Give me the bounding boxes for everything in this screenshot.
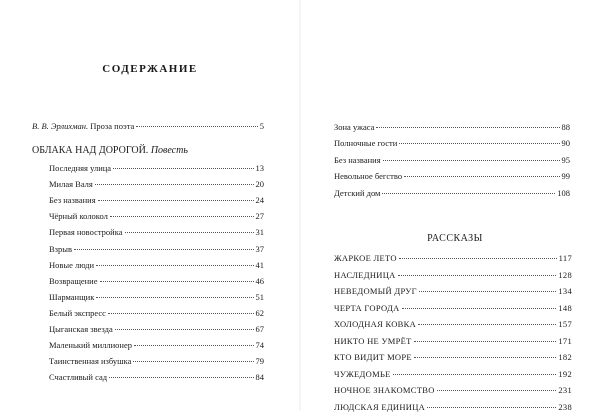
dot-leader [399, 258, 557, 259]
toc-entry [334, 122, 570, 133]
toc-entry [49, 276, 264, 287]
entry-title: Невольное бегство [334, 171, 403, 182]
dot-leader [399, 143, 559, 144]
toc-entry [49, 211, 264, 222]
page-number: 95 [561, 154, 570, 165]
page-number: 108 [557, 187, 570, 198]
toc-entry [334, 336, 572, 347]
dot-leader [419, 291, 557, 292]
entry-title: Счастливый сад [49, 372, 108, 383]
toc-entry [49, 195, 264, 206]
page-number: 79 [255, 356, 264, 367]
entry-title: ХОЛОДНАЯ КОВКА [334, 319, 417, 329]
page-number: 231 [558, 385, 572, 395]
dot-leader [133, 361, 253, 362]
page-number: 41 [255, 259, 264, 270]
toc-entry [334, 171, 570, 182]
toc-entry [49, 308, 264, 319]
page-number: 37 [255, 243, 264, 254]
page-number: 67 [255, 324, 264, 334]
toc-title: СОДЕРЖАНИЕ [102, 63, 198, 75]
entry-title: НИКТО НЕ УМРЁТ [334, 335, 412, 346]
dot-leader [376, 127, 559, 128]
dot-leader [383, 160, 560, 161]
dot-leader [95, 184, 254, 185]
section-heading-novel [32, 145, 188, 156]
toc-entry [49, 163, 264, 174]
page-number: 88 [561, 122, 570, 132]
dot-leader [427, 407, 556, 408]
dot-leader [96, 297, 253, 298]
dot-leader [134, 345, 254, 346]
dot-leader [414, 341, 557, 342]
entry-title: НОЧНОЕ ЗНАКОМСТВО [334, 385, 435, 395]
dot-leader [74, 249, 253, 250]
page-number: 134 [558, 286, 572, 296]
entry-title: Взрыв [49, 243, 73, 254]
entry-title: Шарманщик [49, 291, 95, 302]
toc-entry [49, 244, 264, 255]
dot-leader [98, 200, 254, 201]
dot-leader [404, 176, 559, 177]
toc-entry [49, 292, 264, 303]
toc-entry [49, 324, 264, 335]
right-page [300, 0, 600, 411]
dot-leader [418, 324, 556, 325]
toc-entry [49, 227, 264, 238]
page-number: 13 [255, 163, 264, 173]
page-number: 117 [558, 253, 572, 263]
entry-title: ЛЮДСКАЯ ЕДИНИЦА [334, 401, 426, 412]
page-number: 99 [561, 171, 570, 182]
entry-title: Без названия [334, 154, 381, 165]
section-genre: Повесть [150, 145, 188, 156]
dot-leader [398, 275, 557, 276]
toc-entry [49, 260, 264, 271]
entry-title: Зона ужаса [334, 122, 375, 132]
page-number: 128 [558, 269, 572, 280]
entry-title: Первая новостройка [49, 227, 123, 238]
entry-title: Без названия [49, 195, 96, 206]
entry-title: Детский дом [334, 187, 381, 198]
toc-entry [334, 385, 572, 396]
page-number: 84 [255, 372, 264, 383]
toc-entry [49, 179, 264, 190]
dot-leader [125, 232, 254, 233]
toc-entry [334, 188, 570, 199]
entry-title: Таинственная избушка [49, 356, 132, 367]
dot-leader [115, 329, 254, 330]
entry-title: ЖАРКОЕ ЛЕТО [334, 253, 397, 263]
page-number: 182 [558, 352, 572, 362]
dot-leader [108, 313, 254, 314]
toc-entry [49, 356, 264, 367]
dot-leader [110, 216, 254, 217]
dot-leader [414, 357, 556, 358]
toc-entry [334, 303, 572, 314]
page-number: 27 [255, 211, 264, 222]
entry-title: КТО ВИДИТ МОРЕ [334, 352, 412, 362]
dot-leader [437, 390, 557, 391]
page-number: 62 [255, 307, 264, 318]
dot-leader [113, 168, 253, 169]
toc-entry [334, 369, 572, 380]
entry-title: Полночные гости [334, 138, 398, 149]
toc-entry [49, 340, 264, 351]
dot-leader [109, 377, 253, 378]
toc-entry [334, 270, 572, 281]
page-number: 148 [558, 302, 572, 313]
toc-entry [334, 253, 572, 264]
toc-entry-intro [32, 121, 264, 132]
entry-title: Новые люди [49, 259, 95, 270]
page-number: 20 [255, 179, 264, 190]
dot-leader [382, 193, 555, 194]
dot-leader [393, 374, 557, 375]
entry-title: ЧЕРТА ГОРОДА [334, 302, 400, 313]
page-number: 171 [558, 335, 572, 346]
dot-leader [136, 126, 257, 127]
page-number: 74 [255, 340, 264, 351]
entry-title: Последняя улица [49, 163, 112, 173]
page-number: 24 [255, 195, 264, 206]
dot-leader [402, 308, 557, 309]
page-number: 90 [561, 138, 570, 149]
intro-author: В. В. Эрлихман. [32, 121, 89, 131]
section-title: ОБЛАКА НАД ДОРОГОЙ. [32, 145, 149, 156]
left-page [0, 0, 300, 411]
page-number: 46 [255, 275, 264, 286]
page-number: 238 [558, 401, 572, 412]
toc-entry [334, 155, 570, 166]
page-number: 192 [558, 368, 572, 379]
entry-title: Милая Валя [49, 179, 93, 190]
toc-entry [334, 352, 572, 363]
dot-leader [100, 281, 254, 282]
entry-title: ЧУЖЕДОМЬЕ [334, 368, 391, 379]
section-heading-stories: РАССКАЗЫ [427, 233, 483, 244]
page-number: 5 [259, 121, 264, 131]
entry-title: Маленький миллионер [49, 340, 132, 351]
entry-title: НЕВЕДОМЫЙ ДРУГ [334, 286, 417, 296]
entry-title: Белый экспресс [49, 307, 106, 318]
toc-entry [334, 319, 572, 330]
page-number: 157 [558, 319, 572, 329]
entry-title: НАСЛЕДНИЦА [334, 269, 396, 280]
entry-title: Цыганская звезда [49, 324, 113, 334]
intro-title: Проза поэта [90, 121, 135, 131]
toc-entry [334, 286, 572, 297]
dot-leader [96, 265, 253, 266]
entry-title: Возвращение [49, 275, 98, 286]
toc-entry [334, 138, 570, 149]
page-number: 31 [255, 227, 264, 238]
entry-title: Чёрный колокол [49, 211, 108, 222]
page-number: 51 [255, 291, 264, 302]
toc-entry [49, 372, 264, 383]
